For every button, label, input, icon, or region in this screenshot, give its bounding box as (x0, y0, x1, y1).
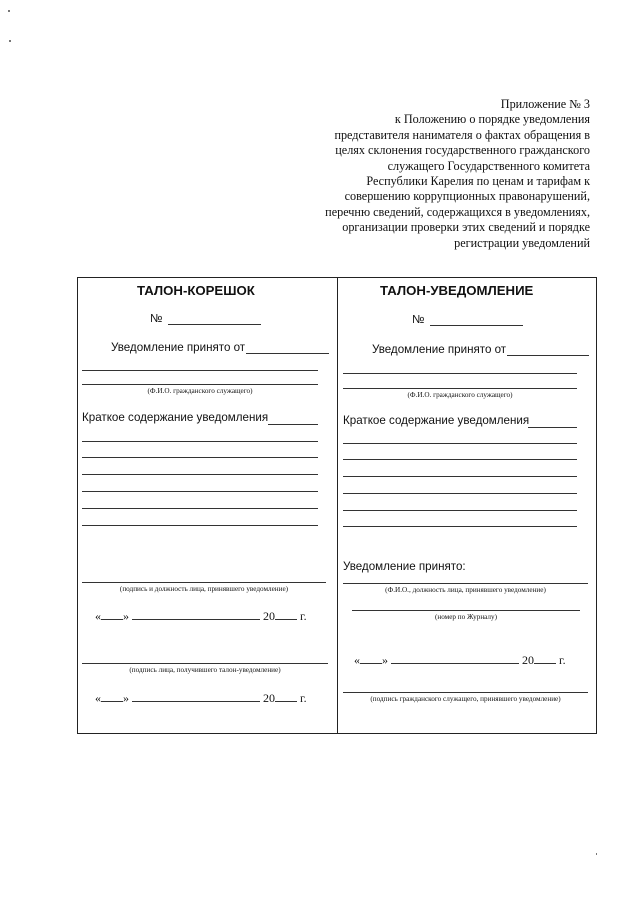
notice-signature-caption: (подпись гражданского служащего, принявшего уведомление) (370, 695, 561, 703)
appendix-line: регистрации уведомлений (454, 235, 590, 250)
appendix-line: организации проверки этих сведений и порядке (342, 220, 590, 235)
stub-summary-line[interactable] (82, 508, 318, 509)
date-open-quote: « (95, 609, 101, 623)
appendix-line: целях склонения государственного гражданского (335, 143, 590, 158)
date-open-quote: « (354, 653, 360, 667)
date-close-quote: » (123, 691, 129, 705)
month-field[interactable] (391, 663, 519, 664)
notice-summary-line[interactable] (343, 493, 577, 494)
year-suffix: г. (559, 653, 566, 667)
year-suffix: г. (300, 609, 307, 623)
appendix-line: служащего Государственного комитета (387, 158, 590, 173)
notice-acceptor-caption: (Ф.И.О., должность лица, принявшего уведомление) (385, 586, 546, 594)
year-prefix: 20 (522, 653, 534, 667)
day-field[interactable] (101, 619, 123, 620)
appendix-line: представителя нанимателя о фактах обращения в (334, 127, 590, 142)
date-close-quote: » (123, 609, 129, 623)
year-field[interactable] (534, 663, 556, 664)
appendix-line: к Положению о порядке уведомления (394, 112, 590, 127)
scan-speck (8, 10, 10, 12)
month-field[interactable] (132, 619, 260, 620)
appendix-line: совершению коррупционных правонарушений, (344, 189, 590, 204)
stub-received-from-field[interactable] (246, 353, 329, 354)
year-field[interactable] (275, 701, 297, 702)
stub-fio-caption: (Ф.И.О. гражданского служащего) (147, 387, 253, 395)
year-field[interactable] (275, 619, 297, 620)
stub-signer-line[interactable] (82, 582, 326, 583)
stub-summary-line[interactable] (82, 491, 318, 492)
notice-summary-line[interactable] (343, 526, 577, 527)
stub-summary-line[interactable] (82, 457, 318, 458)
notice-journal-caption: (номер по Журналу) (434, 613, 497, 621)
scan-speck (9, 40, 11, 42)
stub-summary-line[interactable] (82, 525, 318, 526)
year-suffix: г. (300, 691, 307, 705)
appendix-line: перечню сведений, содержащихся в уведомлениях, (325, 204, 590, 219)
notice-fio-line[interactable] (343, 388, 577, 389)
notice-summary-label: Краткое содержание уведомления (343, 414, 530, 427)
stub-summary-field[interactable] (268, 424, 318, 425)
notice-number-label: № (412, 313, 425, 326)
appendix-line: Республики Карелия по ценам и тарифам к (366, 174, 590, 189)
notice-signature-line[interactable] (343, 692, 588, 693)
notice-received-from-label: Уведомление принято от (372, 343, 507, 356)
notice-journal-line[interactable] (352, 610, 580, 611)
stub-number-label: № (150, 312, 163, 325)
appendix-header (270, 97, 590, 251)
year-prefix: 20 (263, 691, 275, 705)
stub-receiver-caption: (подпись лица, получившего талон-уведомление) (129, 666, 281, 674)
stub-summary-line[interactable] (82, 441, 318, 442)
form-divider (337, 277, 338, 734)
notice-received-from-field[interactable] (507, 355, 589, 356)
appendix-line: Приложение № 3 (500, 97, 590, 111)
stub-date-2 (95, 691, 307, 706)
day-field[interactable] (101, 701, 123, 702)
notice-summary-line[interactable] (343, 510, 577, 511)
notice-fio-caption: (Ф.И.О. гражданского служащего) (407, 391, 513, 399)
notice-summary-field[interactable] (528, 427, 577, 428)
stub-fio-line[interactable] (82, 370, 318, 371)
stub-date-1 (95, 609, 307, 624)
stub-title: ТАЛОН-КОРЕШОК (137, 283, 255, 298)
notice-acceptor-line[interactable] (343, 583, 588, 584)
notice-title: ТАЛОН-УВЕДОМЛЕНИЕ (380, 283, 534, 298)
notice-number-field[interactable] (430, 325, 523, 326)
year-prefix: 20 (263, 609, 275, 623)
notice-accepted-label: Уведомление принято: (343, 560, 466, 573)
notice-summary-line[interactable] (343, 443, 577, 444)
stub-number-field[interactable] (168, 324, 261, 325)
date-open-quote: « (95, 691, 101, 705)
stub-summary-label: Краткое содержание уведомления (82, 411, 269, 424)
stub-summary-line[interactable] (82, 474, 318, 475)
notice-fio-line[interactable] (343, 373, 577, 374)
day-field[interactable] (360, 663, 382, 664)
stub-signer-caption: (подпись и должность лица, принявшего уведомление) (119, 585, 289, 593)
stub-received-from-label: Уведомление принято от (111, 341, 246, 354)
notice-summary-line[interactable] (343, 476, 577, 477)
stub-receiver-line[interactable] (82, 663, 328, 664)
date-close-quote: » (382, 653, 388, 667)
month-field[interactable] (132, 701, 260, 702)
notice-summary-line[interactable] (343, 459, 577, 460)
stub-fio-line[interactable] (82, 384, 318, 385)
notice-date (354, 653, 566, 668)
scan-speck (596, 853, 597, 855)
